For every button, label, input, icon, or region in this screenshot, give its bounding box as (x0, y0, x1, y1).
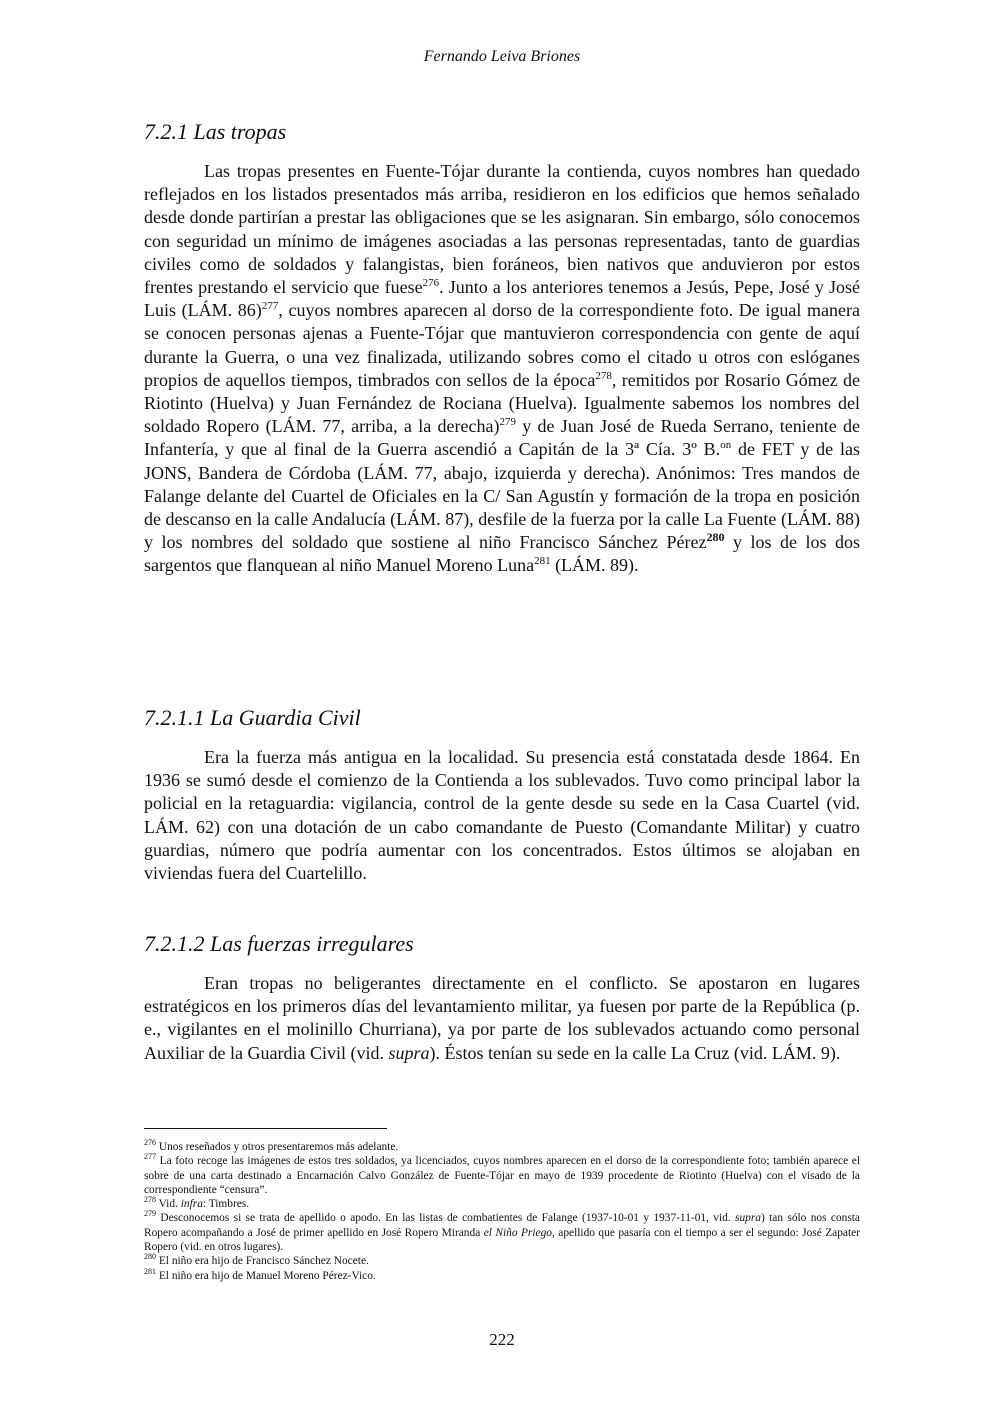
superscript-abbrev: on (720, 439, 732, 452)
footnote: $^{280}$ El niño era hijo de Francisco Sánchez Nocete. (144, 1252, 369, 1268)
footnotes (144, 1140, 860, 1283)
footnote-ref[interactable]: 278 (595, 369, 612, 382)
section-guardia-civil (144, 704, 860, 885)
footnote: $^{278}$ Vid. infra: Timbres. (144, 1195, 250, 1211)
body-paragraph: Las tropas presentes en Fuente-Tójar durante la contienda, cuyos nombres han quedado reflejados en los listados presentados más arriba, residieron en los edificios que hemos señalado desde donde partirían a prestar las obligaciones que se les asignaran. Sin embargo, sólo conocemos con seguridad un mínimo de imágenes asociadas a las personas representadas, tanto de guardias civiles como de soldados y falangistas, bien foráneos, bien nativos que anduvieron por estos frentes prestando el servicio que fuese$^{276}$. Junto a los anteriores tenemos a Jesús, Pepe, José y José Luis (LÁM. 86)$^{277}$, cuyos nombres aparecen al dorso de la correspondiente foto. De igual manera se conocen personas ajenas a Fuente-Tójar que mantuvieron correspondencia con gente de aquí durante la Guerra, o una vez finalizada, utilizando sobres como el citado u otros con eslóganes propios de aquellos tiempos, timbrados con sellos de la época$^{278}$, remitidos por Rosario Gómez de Riotinto (Huelva) y Juan Fernández de Rociana (Huelva). Igualmente sabemos los nombres del soldado Ropero (LÁM. 77, arriba, a la derecha)$^{279}$ y de Juan José de Rueda Serrano, teniente de Infantería, y que al final de la Guerra ascendió a Capitán de la 3ª Cía. 3º B.$^{on}$ de FET y de las JONS, Bandera de Córdoba (LÁM. 77, abajo, izquierda y derecha). Anónimos: Tres mandos de Falange delante del Cuartel de Oficiales en la C/ San Agustín y formación de la tropa en posición de descanso en la calle Andalucía (LÁM. 87), desfile de la fuerza por la calle La Fuente (LÁM. 88) y los nombres del soldado que sostiene al niño Francisco Sánchez Pérez$^{280}$ y los de los dos sargentos que flanquean al niño Manuel Moreno Luna$^{281}$ (LÁM. 89). (144, 161, 861, 576)
section-heading: 7.2.1.2 Las fuerzas irregulares (144, 931, 414, 956)
footnote-ref[interactable]: 277 (261, 300, 279, 313)
footnote: $^{279}$ Desconocemos si se trata de apellido o apodo. En las listas de combatientes de Falange (1937-10-01 y 1937-11-01, vid. supra) tan sólo nos consta Ropero acompañando a José de primer apellido en José Ropero Miranda el Niño Priego, apellido que pasaría con el tiempo a ser el segundo: José Zapater Ropero (vid. en otros lugares). (144, 1209, 861, 1254)
footnote-ref[interactable]: 281 (534, 555, 551, 568)
page-number: 222 (489, 1330, 515, 1349)
body-paragraph: Era la fuerza más antigua en la localidad. Su presencia está constatada desde 1864. En 1936 se sumó desde el comienzo de la Contienda a los sublevados. Tuvo como principal labor la policial en la retaguardia: vigilancia, control de la gente desde su sede en la Casa Cuartel (vid. LÁM. 62) con una dotación de un cabo comandante de Puesto (Comandante Militar) y cuatro guardias, número que podría aumentar con los concentrados. Estos últimos se alojaban en viviendas fuera del Cuartelillo. (144, 747, 860, 884)
footnote-ref[interactable]: 279 (499, 416, 516, 429)
footnote: $^{281}$ El niño era hijo de Manuel Moreno Pérez-Vico. (144, 1266, 376, 1282)
footnote: $^{277}$ La foto recoge las imágenes de estos tres soldados, ya licenciados, cuyos nombres aparecen en el dorso de la correspondiente foto; también aparece el sobre de una carta destinado a Encarnación Calvo González de Fuente-Tójar en mayo de 1939 procedente de Riotinto (Huelva) con el visado de la correspondiente “censura”. (144, 1152, 860, 1196)
body-paragraph: Eran tropas no beligerantes directamente en el conflicto. Se apostaron en lugares estratégicos en los primeros días del levantamiento militar, ya fuesen por parte de la República (p. e., vigilantes en el molinillo Churriana), ya por parte de los sublevados actuando como personal Auxiliar de la Guardia Civil (vid. supra). Éstos tenían su sede en la calle La Cruz (vid. LÁM. 9). (144, 973, 860, 1063)
footnote-separator (144, 1128, 387, 1129)
section-heading: 7.2.1.1 La Guardia Civil (144, 705, 361, 730)
footnote-ref[interactable]: 276 (422, 277, 440, 290)
section-fuerzas-irregulares (144, 930, 860, 1065)
section-las-tropas (144, 118, 860, 578)
running-header: Fernando Leiva Briones (423, 48, 581, 65)
section-heading: 7.2.1 Las tropas (144, 119, 287, 144)
footnote: $^{276}$ Unos reseñados y otros presentaremos más adelante. (144, 1138, 399, 1153)
document-page (144, 0, 860, 1416)
footnote-ref[interactable]: 280 (706, 530, 725, 545)
